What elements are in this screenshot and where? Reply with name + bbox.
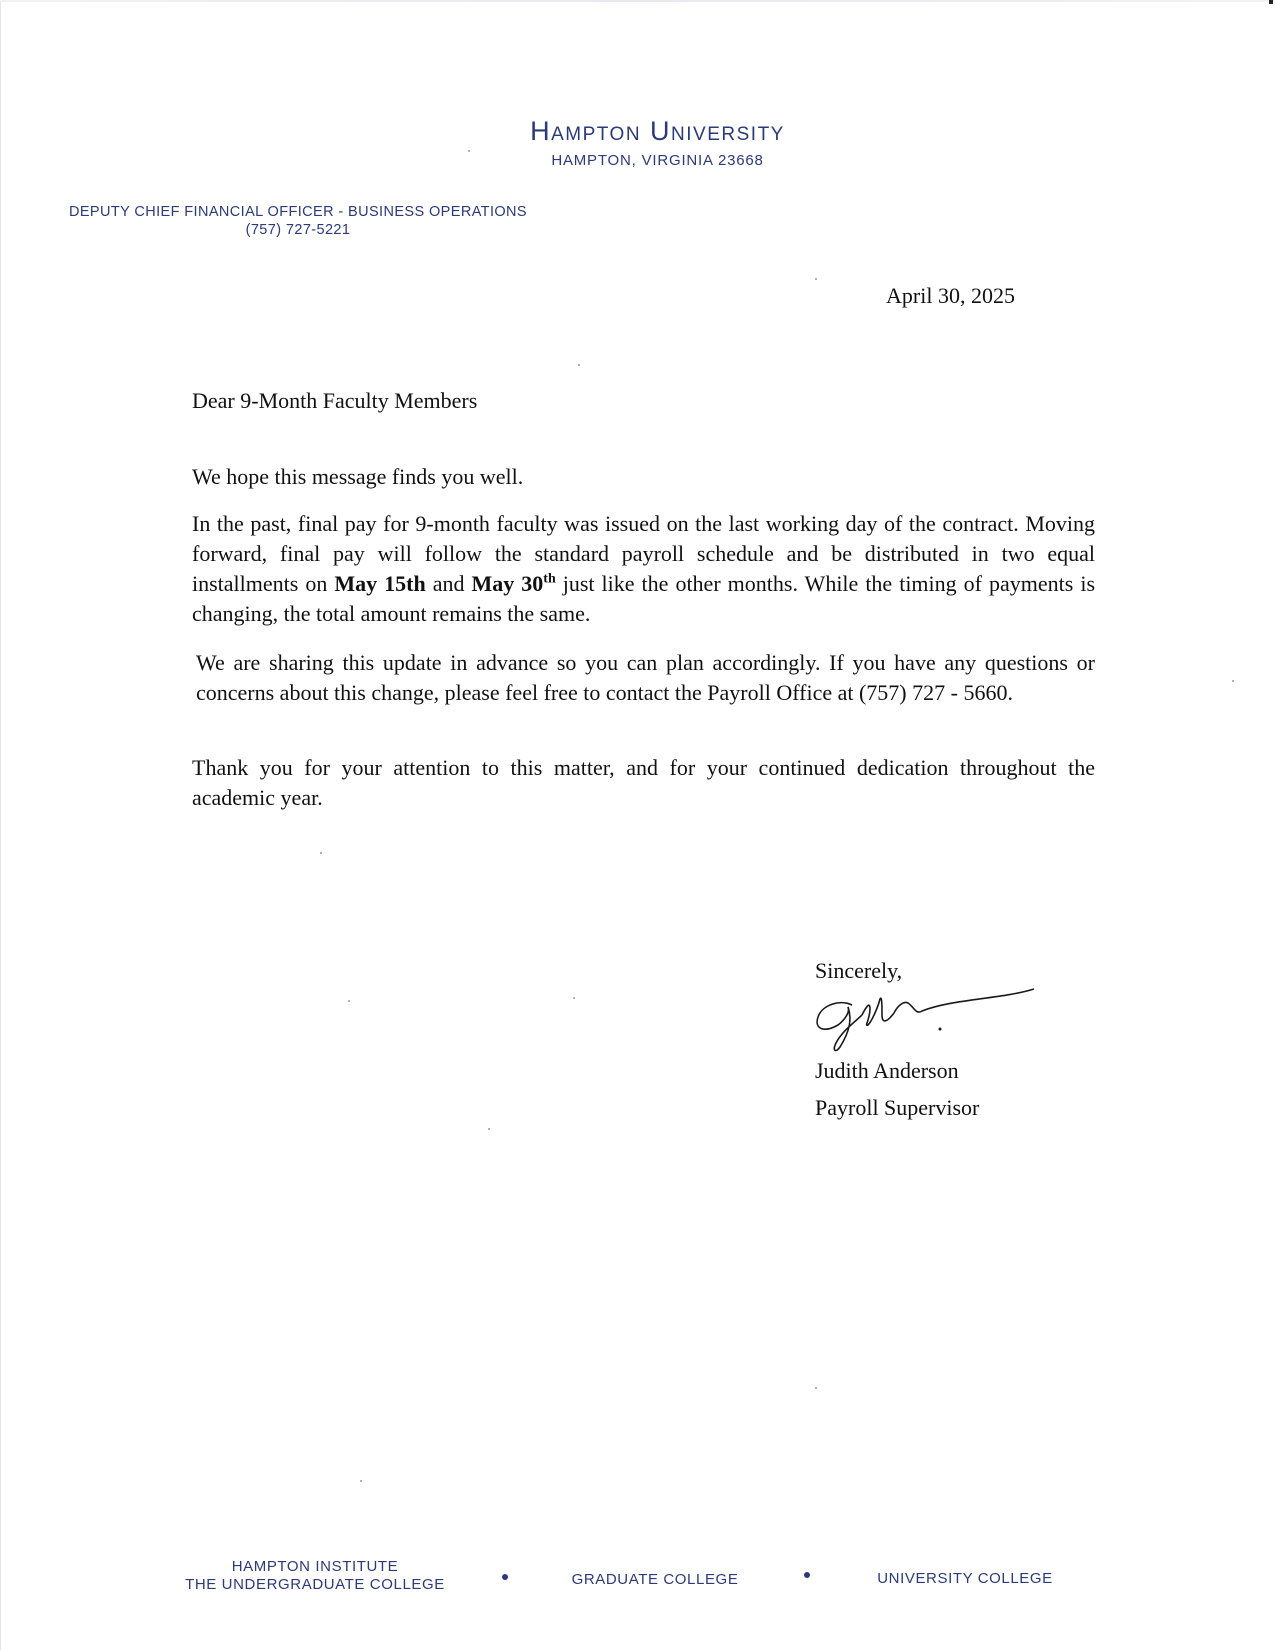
pay-date-2-text: May 30 xyxy=(471,571,544,596)
scan-corner-mark xyxy=(1269,0,1273,4)
footer-college-line: HAMPTON INSTITUTE xyxy=(231,1558,399,1575)
paragraph-text: just like the other months. While the timing of payments is changing, the total amount remains the same. xyxy=(192,571,1096,626)
scan-speck xyxy=(360,1480,362,1482)
footer-college-university: UNIVERSITY COLLEGE xyxy=(877,1570,1053,1587)
office-phone: (757) 727-5221 xyxy=(245,222,351,238)
signer-name: Judith Anderson xyxy=(815,1058,959,1083)
pay-date-1: May 15th xyxy=(334,571,426,596)
office-title: DEPUTY CHIEF FINANCIAL OFFICER - BUSINESS OPERATIONS xyxy=(68,204,527,220)
pay-date-2-suffix: th xyxy=(543,571,556,587)
pay-date-2 xyxy=(472,571,556,596)
scan-speck xyxy=(573,997,575,999)
university-address: HAMPTON, VIRGINIA 23668 xyxy=(551,152,764,169)
footer-college-line: THE UNDERGRADUATE COLLEGE xyxy=(185,1576,445,1593)
university-name: Hampton University xyxy=(530,116,785,146)
footer-college-undergraduate xyxy=(165,1558,465,1594)
scan-speck xyxy=(488,1128,490,1130)
salutation: Dear 9-Month Faculty Members xyxy=(192,388,478,413)
scan-speck xyxy=(468,150,470,152)
signer-title: Payroll Supervisor xyxy=(815,1095,980,1120)
paragraph-greeting: We hope this message finds you well. xyxy=(192,464,524,489)
paragraph-pay-change xyxy=(192,509,1095,629)
footer-bullet xyxy=(804,1572,810,1578)
scan-line xyxy=(0,0,1275,2)
scan-speck xyxy=(1232,680,1234,682)
paragraph-text: and xyxy=(425,571,472,596)
paragraph-contact: We are sharing this update in advance so you can plan accordingly. If you have any questions or concerns about this change, please feel free to contact the Payroll Office at (757) 727 - 5660. xyxy=(196,650,1095,705)
scan-speck xyxy=(578,364,580,366)
signature-image xyxy=(812,985,1047,1060)
paragraph-text: In the past, final pay for 9-month faculty was issued on the last working day of the contract. Moving forward, final pay will follow the standard payroll schedule and be distributed in two equal installments on xyxy=(192,511,1095,596)
footer-college-graduate: GRADUATE COLLEGE xyxy=(571,1571,739,1588)
footer-bullet xyxy=(502,1574,508,1580)
paragraph-thanks: Thank you for your attention to this matter, and for your continued dedication throughout the academic year. xyxy=(192,755,1095,810)
scan-speck xyxy=(815,278,817,280)
scan-speck xyxy=(348,1000,350,1002)
letter-date: April 30, 2025 xyxy=(886,283,1015,308)
scan-speck xyxy=(320,852,322,854)
closing: Sincerely, xyxy=(815,958,903,983)
scan-speck xyxy=(815,1387,817,1389)
